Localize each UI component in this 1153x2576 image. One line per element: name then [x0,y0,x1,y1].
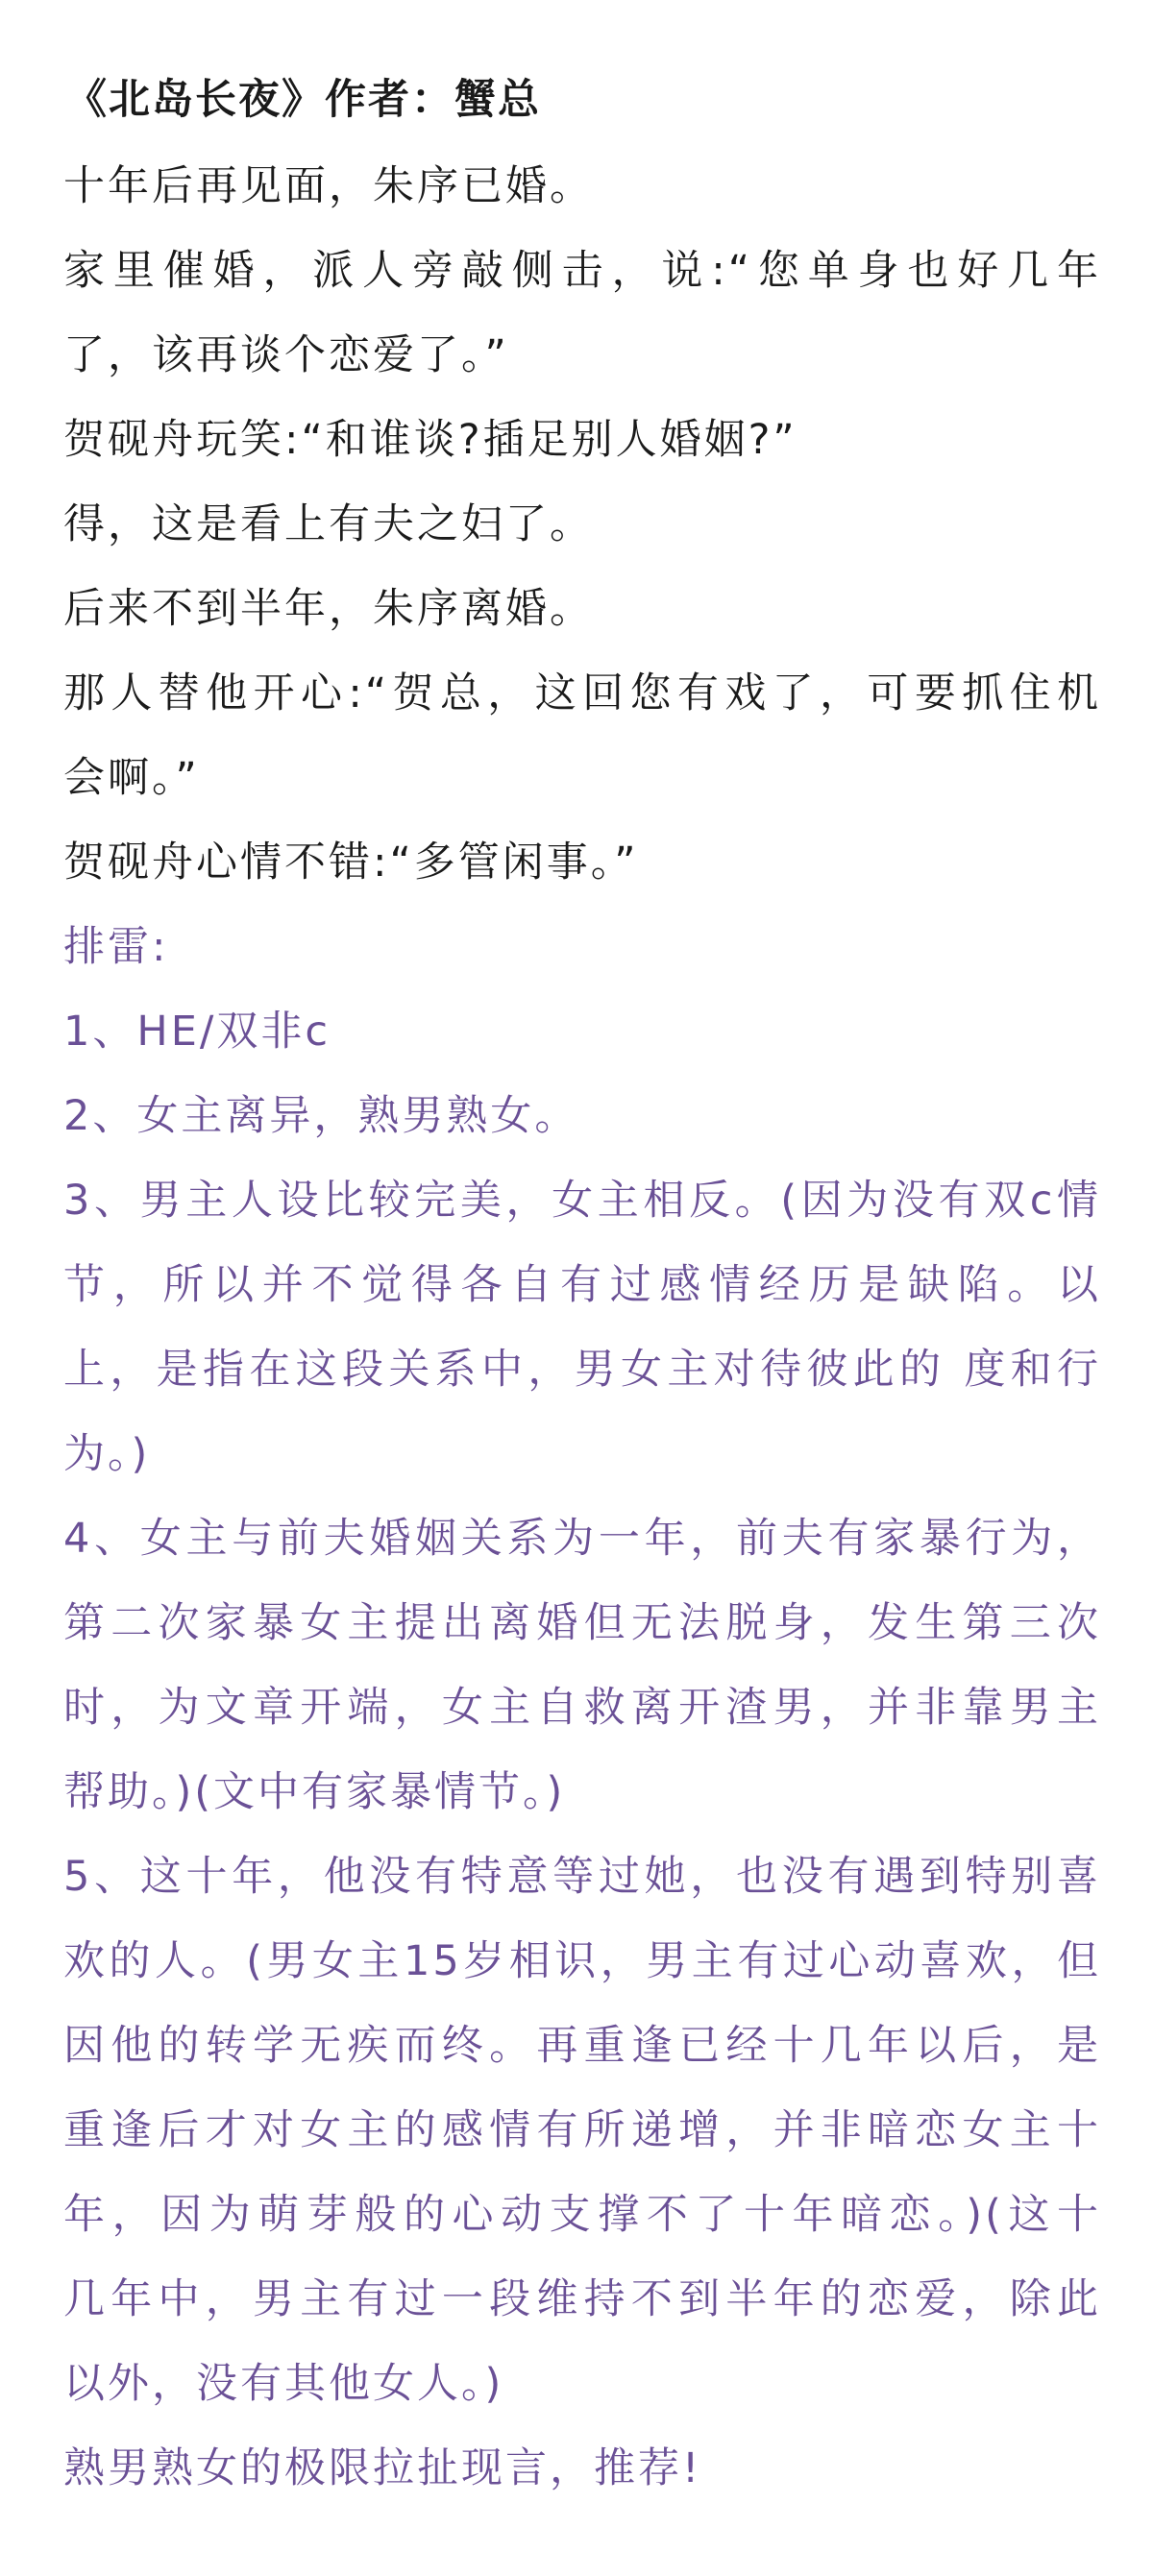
warning-line: 4、女主与前夫婚姻关系为一年，前夫有家暴行为， [63,1515,1101,1563]
intro-line: 贺砚舟玩笑:“和谁谈?插足别人婚姻?” [63,416,797,464]
warning-line: 2、女主离异，熟男熟女。 [63,1092,579,1140]
warning-line: 1、HE/双非c [63,1008,331,1056]
intro-line: 贺砚舟心情不错:“多管闲事。” [63,838,639,887]
warning-line: 时，为文章开端，女主自救离开渣男，并非靠男主 [63,1684,1101,1732]
page-title: 《北岛长夜》作者：蟹总 [65,76,541,124]
warning-line: 因他的转学无疾而终。再重逢已经十几年以后，是 [63,2022,1101,2070]
intro-line: 得，这是看上有夫之妇了。 [63,500,594,548]
warning-line: 年，因为萌芽般的心动支撑不了十年暗恋。)(这十 [63,2191,1101,2239]
warning-line: 欢的人。(男女主15岁相识，男主有过心动喜欢，但 [63,1937,1101,1985]
intro-line: 会啊。” [63,754,200,802]
warning-line: 节，所以并不觉得各自有过感情经历是缺陷。以 [63,1261,1101,1309]
warning-line: 第二次家暴女主提出离婚但无法脱身，发生第三次 [63,1599,1101,1647]
warning-line: 5、这十年，他没有特意等过她，也没有遇到特别喜 [63,1853,1101,1901]
warning-line: 3、男主人设比较完美，女主相反。(因为没有双c情 [63,1177,1101,1225]
recommendation-line: 熟男熟女的极限拉扯现言，推荐! [63,2444,702,2492]
intro-line: 家里催婚，派人旁敲侧击，说:“您单身也好几年 [63,247,1101,295]
warning-line: 帮助。)(文中有家暴情节。) [63,1768,566,1816]
intro-line: 了，该再谈个恋爱了。” [63,331,509,379]
warning-line: 重逢后才对女主的感情有所递增，并非暗恋女主十 [63,2106,1101,2154]
intro-line: 后来不到半年，朱序离婚。 [63,585,594,633]
warning-line: 几年中，男主有过一段维持不到半年的恋爱，除此 [63,2275,1101,2323]
warnings-heading: 排雷: [63,923,169,971]
intro-line: 那人替他开心:“贺总，这回您有戏了，可要抓住机 [63,669,1101,717]
warning-line: 以外，没有其他女人。) [63,2360,504,2408]
warning-line: 为。) [63,1430,151,1478]
intro-line: 十年后再见面，朱序已婚。 [63,162,594,210]
warning-line: 上，是指在这段关系中，男女主对待彼此的 度和行 [63,1346,1101,1394]
